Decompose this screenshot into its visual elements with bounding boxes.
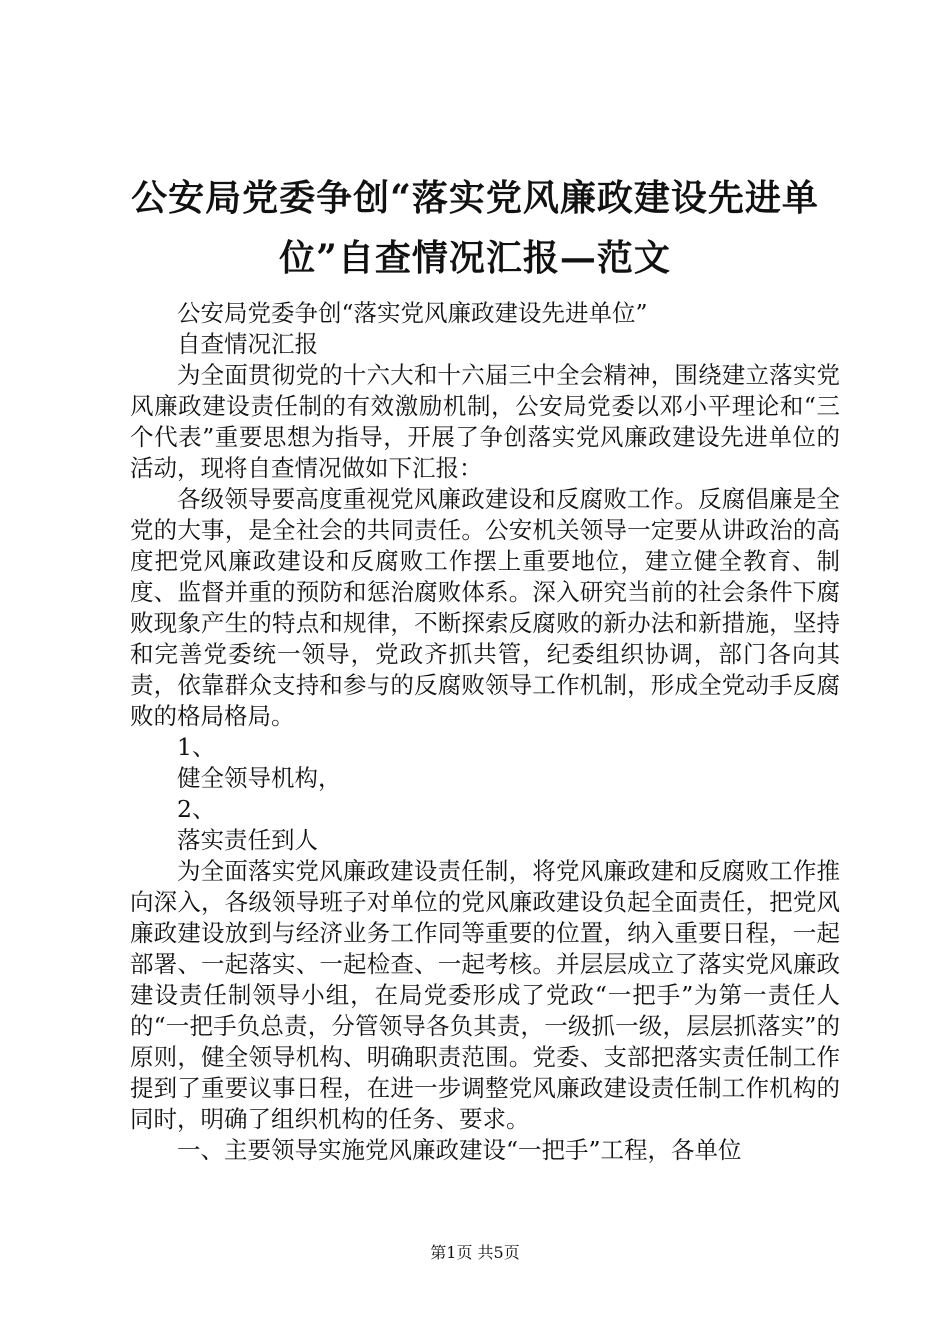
document-body [130, 298, 840, 1166]
page-number: 第1页 共5页 [430, 1243, 520, 1262]
title-line-1: 公安局党委争创“落实党风廉政建设先进单 [131, 177, 819, 219]
title-line-2: 位”自查情况汇报—范文 [279, 237, 671, 279]
paragraph-section-one: 一、主要领导实施党风廉政建设“一把手”工程，各单位 [177, 1136, 742, 1164]
paragraph-leadership: 各级领导要高度重视党风廉政建设和反腐败工作。反腐倡廉是全党的大事，是全社会的共同责任。公安机关领导一定要从讲政治的高度把党风廉政建设和反腐败工作摆上重要地位，建立健全教育、制度、监督并重的预防和惩治腐败体系。深入研究当前的社会条件下腐败现象产生的特点和规律，不断探索反腐败的新办法和新措施，坚持和完善党委统一领导，党政齐抓共管，纪委组织协调，部门各向其责，依靠群众支持和参与的反腐败领导工作机制，形成全党动手反腐败的格局格局。 [130, 485, 840, 730]
list-item-1-text: 健全领导机构， [177, 764, 342, 792]
list-item-1-number: 1、 [177, 733, 216, 761]
paragraph-intro: 为全面贯彻党的十六大和十六届三中全会精神，围绕建立落实党风廉政建设责任制的有效激励机制，公安局党委以邓小平理论和“三个代表”重要思想为指导，开展了争创落实党风廉政建设先进单位的活动，现将自查情况做如下汇报： [130, 361, 840, 482]
list-item-2-text: 落实责任到人 [177, 826, 318, 854]
subtitle-line-2: 自查情况汇报 [177, 330, 318, 358]
list-item-2-number: 2、 [177, 795, 216, 823]
paragraph-responsibility: 为全面落实党风廉政建设责任制，将党风廉政建和反腐败工作推向深入，各级领导班子对单位的党风廉政建设负起全面责任，把党风廉政建设放到与经济业务工作同等重要的位置，纳入重要日程，一起部署、一起落实、一起检查、一起考核。并层层成立了落实党风廉政建设责任制领导小组，在局党委形成了党政“一把手”为第一责任人的“一把手负总责，分管领导各负其责，一级抓一级，层层抓落实”的原则，健全领导机构、明确职责范围。党委、支部把落实责任制工作提到了重要议事日程，在进一步调整党风廉政建设责任制工作机构的同时，明确了组织机构的任务、要求。 [130, 857, 840, 1133]
page-footer [0, 1243, 950, 1263]
subtitle-line-1: 公安局党委争创“落实党风廉政建设先进单位” [177, 299, 648, 327]
document-title [120, 168, 830, 288]
